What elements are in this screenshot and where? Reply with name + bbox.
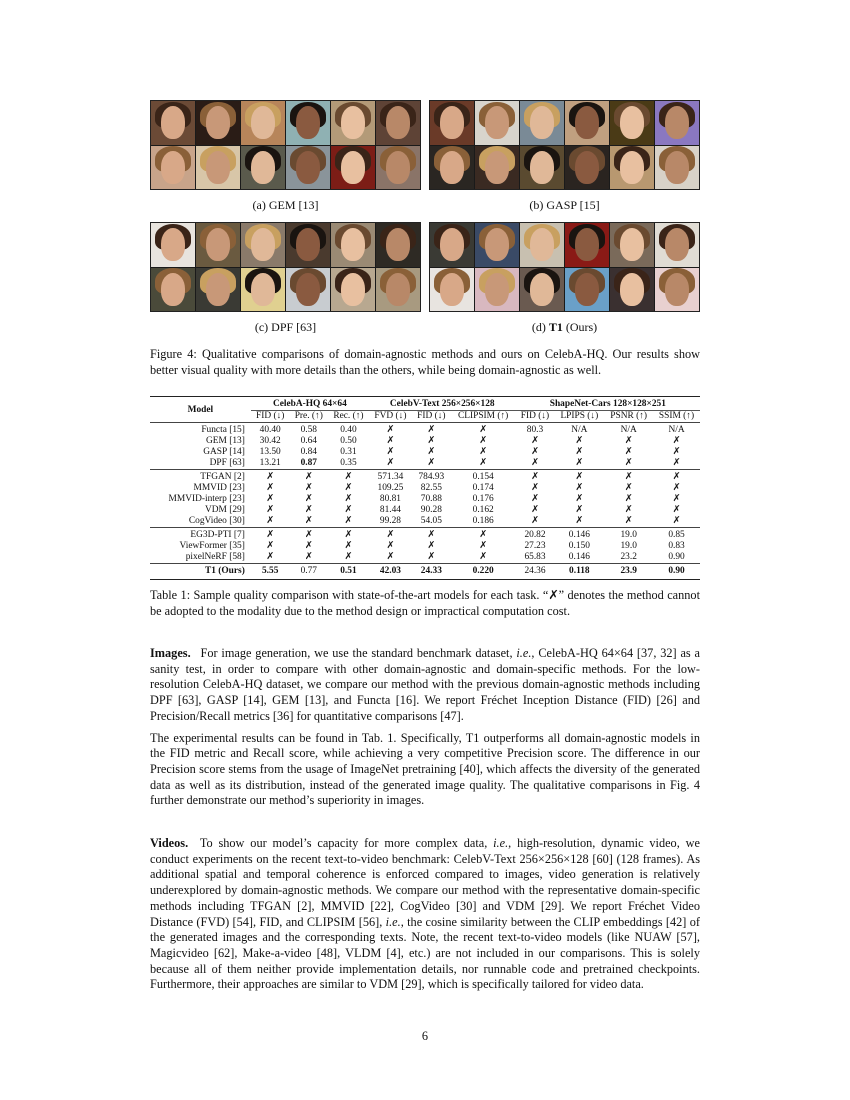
table-cell: N/A xyxy=(554,423,604,437)
table-row xyxy=(150,470,700,484)
face-shape xyxy=(665,151,690,184)
table-cell: 784.93 xyxy=(412,470,451,484)
table-cell: ✗ xyxy=(451,528,516,542)
face-thumbnail xyxy=(376,268,420,312)
table-cell: 90.28 xyxy=(420,505,442,515)
face-thumbnail xyxy=(196,146,240,190)
face-thumbnail xyxy=(241,223,285,267)
table-cell: 80.81 xyxy=(379,494,401,504)
table-cell: 0.186 xyxy=(472,516,494,526)
face-thumbnail xyxy=(151,146,195,190)
column-header: LPIPS (↓) xyxy=(560,411,599,421)
table-cell: 5.55 xyxy=(251,564,290,580)
table-cell: ✗ xyxy=(624,494,633,504)
face-thumbnail xyxy=(475,101,519,145)
table-cell: ✗ xyxy=(672,483,681,493)
face-thumbnail xyxy=(565,146,609,190)
table-cell: 0.90 xyxy=(668,552,685,562)
figure-panel-a xyxy=(150,100,421,222)
face-thumbnail xyxy=(520,146,564,190)
figure-row-top xyxy=(150,100,700,222)
table-row xyxy=(150,552,700,564)
group-header-shapenet: ShapeNet-Cars 128×128×251 xyxy=(516,397,700,411)
figure-panel-c xyxy=(150,222,421,344)
table-row xyxy=(150,483,700,494)
face-thumbnail xyxy=(286,223,330,267)
table-cell: 0.176 xyxy=(472,494,494,504)
table-cell: ✗ xyxy=(344,483,353,493)
face-shape xyxy=(665,273,690,306)
table-cell: 0.90 xyxy=(653,564,700,580)
face-shape xyxy=(296,151,321,184)
column-header: FVD (↓) xyxy=(374,411,407,421)
table-cell: 0.51 xyxy=(328,564,369,580)
table-cell: ✗ xyxy=(672,447,681,457)
model-name: DPF [63] xyxy=(209,458,245,468)
table-cell: ✗ xyxy=(304,516,313,526)
model-name: T1 (Ours) xyxy=(150,564,251,580)
face-shape xyxy=(161,273,186,306)
face-shape xyxy=(575,151,600,184)
table-cell: ✗ xyxy=(344,516,353,526)
face-thumbnail xyxy=(151,268,195,312)
model-name: GASP [14] xyxy=(203,447,245,457)
table-cell: ✗ xyxy=(304,483,313,493)
face-shape xyxy=(341,106,366,139)
figure-4 xyxy=(150,100,700,378)
images-paragraph-1: Images. For image generation, we use the standard benchmark dataset, i.e., CelebA-HQ 64×64 [37, 32] as a sanity test, in order to compare with other domain-agnostic and domain-specific methods. For the low-resolution CelebA-HQ dataset, we compare our method with the previous domain-agnostic methods including DPF [63], GASP [14], GEM [13], and Functa [16]. We report Fréchet Inception Distance (FID) [26] and Precision/Recall metrics [36] for quantitative comparisons [47]. xyxy=(150,646,700,723)
face-shape xyxy=(620,273,645,306)
table-cell: 81.44 xyxy=(379,505,401,515)
face-thumbnail xyxy=(610,268,654,312)
table-cell: ✗ xyxy=(624,516,633,526)
face-shape xyxy=(485,106,510,139)
table-cell: ✗ xyxy=(344,494,353,504)
face-shape xyxy=(161,106,186,139)
table-cell: ✗ xyxy=(304,541,313,551)
face-thumbnail xyxy=(430,223,474,267)
table-cell: 24.36 xyxy=(516,564,555,580)
face-shape xyxy=(665,228,690,261)
table-cell: 82.55 xyxy=(420,483,442,493)
table-cell: ✗ xyxy=(672,516,681,526)
table-cell: ✗ xyxy=(672,494,681,504)
table-cell: ✗ xyxy=(304,505,313,515)
face-thumbnail xyxy=(151,101,195,145)
model-name: EG3D-PTI [7] xyxy=(150,528,251,542)
table-cell: 19.0 xyxy=(620,541,637,551)
table-cell: 30.42 xyxy=(259,436,281,446)
videos-heading: Videos. xyxy=(150,836,189,851)
table-row xyxy=(150,564,700,580)
table-cell: 0.154 xyxy=(451,470,516,484)
table-cell: ✗ xyxy=(531,505,539,515)
column-header: FID (↓) xyxy=(417,411,446,421)
face-shape xyxy=(341,228,366,261)
figure-panel-d xyxy=(429,222,700,344)
table-cell: ✗ xyxy=(624,458,633,468)
table-cell: ✗ xyxy=(266,505,275,515)
face-thumbnail xyxy=(241,268,285,312)
table-cell: ✗ xyxy=(266,516,275,526)
face-shape xyxy=(386,228,411,261)
model-name: Functa [15] xyxy=(150,423,251,437)
table-cell: ✗ xyxy=(672,505,681,515)
model-name: VDM [29] xyxy=(204,505,245,515)
table-cell: ✗ xyxy=(344,541,353,551)
table-cell: ✗ xyxy=(575,483,584,493)
table-cell: ✗ xyxy=(344,552,353,562)
table-cell: ✗ xyxy=(328,470,369,484)
table-row xyxy=(150,494,700,505)
face-shape xyxy=(575,106,600,139)
table-cell: ✗ xyxy=(624,447,633,457)
face-thumbnail xyxy=(286,146,330,190)
table-cell: ✗ xyxy=(479,436,488,446)
table-cell: 23.9 xyxy=(604,564,653,580)
table-cell: ✗ xyxy=(575,494,584,504)
table-cell: 54.05 xyxy=(420,516,442,526)
table-cell: ✗ xyxy=(427,552,436,562)
table-cell: ✗ xyxy=(266,541,275,551)
table-cell: 42.03 xyxy=(369,564,412,580)
model-name: ViewFormer [35] xyxy=(179,541,245,551)
face-thumbnail xyxy=(565,223,609,267)
table-cell: ✗ xyxy=(412,528,451,542)
face-thumbnail xyxy=(331,268,375,312)
face-thumbnail xyxy=(196,101,240,145)
face-thumbnail xyxy=(430,146,474,190)
face-shape xyxy=(530,273,555,306)
table-cell: ✗ xyxy=(531,458,539,468)
face-thumbnail xyxy=(655,146,699,190)
face-shape xyxy=(665,106,690,139)
table-row xyxy=(150,516,700,528)
column-header: CLIPSIM (↑) xyxy=(458,411,509,421)
table-cell: ✗ xyxy=(575,516,584,526)
face-shape xyxy=(206,106,231,139)
face-shape xyxy=(386,106,411,139)
face-thumbnail xyxy=(520,101,564,145)
face-thumbnail xyxy=(286,101,330,145)
face-shape xyxy=(440,106,465,139)
table-cell: 40.40 xyxy=(251,423,290,437)
group-header-celebv: CelebV-Text 256×256×128 xyxy=(369,397,516,411)
table-cell: 24.33 xyxy=(412,564,451,580)
table-caption: Table 1: Sample quality comparison with state-of-the-art models for each task. “✗” denotes the method cannot be adopted to the modality due to the method design or impractical computation cost. xyxy=(150,588,700,618)
face-thumbnail xyxy=(655,223,699,267)
table-cell: ✗ xyxy=(479,552,488,562)
table-row xyxy=(150,541,700,552)
face-thumbnail xyxy=(286,268,330,312)
table-row xyxy=(150,423,700,437)
table-cell: 0.174 xyxy=(472,483,494,493)
face-shape xyxy=(341,151,366,184)
face-shape xyxy=(161,151,186,184)
table-cell: 571.34 xyxy=(369,470,412,484)
face-shape xyxy=(296,106,321,139)
table-cell: ✗ xyxy=(427,447,436,457)
figure-panel-b xyxy=(429,100,700,222)
face-thumbnail xyxy=(475,146,519,190)
table-cell: ✗ xyxy=(479,458,488,468)
face-thumbnail xyxy=(610,101,654,145)
face-shape xyxy=(440,151,465,184)
model-name: pixelNeRF [58] xyxy=(185,552,245,562)
table-cell: 0.50 xyxy=(340,436,357,446)
table-cell: ✗ xyxy=(531,483,539,493)
face-thumbnail xyxy=(565,101,609,145)
subcaption-c: (c) DPF [63] xyxy=(254,320,317,334)
table-cell: 0.162 xyxy=(472,505,494,515)
table-cell: 13.21 xyxy=(259,458,281,468)
face-shape xyxy=(161,228,186,261)
table-row xyxy=(150,528,700,542)
column-header: FID (↓) xyxy=(256,411,285,421)
face-shape xyxy=(440,228,465,261)
face-thumbnail xyxy=(475,223,519,267)
table-cell: ✗ xyxy=(531,447,539,457)
table-cell: ✗ xyxy=(575,447,584,457)
table-cell: 13.50 xyxy=(259,447,281,457)
face-thumbnail xyxy=(196,223,240,267)
face-shape xyxy=(386,273,411,306)
table-cell: ✗ xyxy=(653,470,700,484)
face-thumbnail xyxy=(565,268,609,312)
table-cell: ✗ xyxy=(344,505,353,515)
table-cell: ✗ xyxy=(412,423,451,437)
table-cell: ✗ xyxy=(304,552,313,562)
table-cell: ✗ xyxy=(290,470,328,484)
table-cell: ✗ xyxy=(251,470,290,484)
table-cell: ✗ xyxy=(479,447,488,457)
table-cell: 0.40 xyxy=(328,423,369,437)
table-cell: 80.3 xyxy=(516,423,555,437)
table-cell: 19.0 xyxy=(604,528,653,542)
table-cell: 0.31 xyxy=(340,447,357,457)
table-cell: 0.35 xyxy=(340,458,357,468)
figure-caption: Figure 4: Qualitative comparisons of domain-agnostic methods and ours on CelebA-HQ. Our results show better visual quality with more details than the others, while being domain-agnostic as well. xyxy=(150,347,700,377)
table-cell: ✗ xyxy=(386,541,395,551)
model-name: MMVID [23] xyxy=(193,483,245,493)
face-thumbnail xyxy=(331,223,375,267)
table-cell: 70.88 xyxy=(420,494,442,504)
table-cell: ✗ xyxy=(290,528,328,542)
subcaption-d: (d) T1 (Ours) xyxy=(531,320,598,334)
table-cell: ✗ xyxy=(554,470,604,484)
model-name: MMVID-interp [23] xyxy=(168,494,245,504)
face-thumbnail xyxy=(151,223,195,267)
face-grid-gem xyxy=(150,100,421,190)
model-name: TFGAN [2] xyxy=(150,470,251,484)
table-cell: ✗ xyxy=(516,470,555,484)
figure-row-bottom xyxy=(150,222,700,344)
table-cell: 0.77 xyxy=(290,564,328,580)
videos-paragraph: Videos. To show our model’s capacity for more complex data, i.e., high-resolution, dynamic video, we conduct experiments on the recent text-to-video benchmark: CelebV-Text 256×256×128 [60] (128 frames). As additional spatial and temporal coherence is enforced compared to images, video generation is relatively underexplored by domain-agnostic methods. We compare our method with the representative domain-specific methods including TFGAN [2], MMVID [22], CogVideo [30] and VDM [29]. We report Fréchet Video Distance (FVD) [54], FID, and CLIPSIM [56], i.e., the cosine similarity between the CLIP embeddings [42] of the generated images and the corresponding texts. Note, the recent text-to-video models (like NUAW [57], Magicvideo [62], Make-a-video [48], VLDM [4], etc.) are not included in our comparisons. This is solely because all of them neither provide implementation details, nor runnable code and pretrained checkpoints. Furthermore, their approaches are similar to VDM [29], which is specifically tailored for video data. xyxy=(150,836,700,992)
column-header: SSIM (↑) xyxy=(658,411,695,421)
table-cell: 0.146 xyxy=(554,528,604,542)
face-shape xyxy=(386,151,411,184)
table-cell: 0.87 xyxy=(300,458,317,468)
paper-page xyxy=(150,100,700,993)
face-shape xyxy=(251,273,276,306)
face-thumbnail xyxy=(430,268,474,312)
face-shape xyxy=(530,151,555,184)
face-thumbnail xyxy=(655,101,699,145)
table-cell: 0.58 xyxy=(290,423,328,437)
face-thumbnail xyxy=(376,223,420,267)
table-cell: ✗ xyxy=(624,483,633,493)
face-shape xyxy=(251,228,276,261)
table-cell: ✗ xyxy=(624,505,633,515)
face-grid-t1 xyxy=(429,222,700,312)
face-shape xyxy=(485,151,510,184)
table-cell: 20.82 xyxy=(516,528,555,542)
table-cell: ✗ xyxy=(604,470,653,484)
table-cell: ✗ xyxy=(531,436,539,446)
face-grid-dpf xyxy=(150,222,421,312)
face-thumbnail xyxy=(610,146,654,190)
table-cell: ✗ xyxy=(369,423,412,437)
face-thumbnail xyxy=(241,101,285,145)
table-cell: ✗ xyxy=(479,541,488,551)
images-heading: Images. xyxy=(150,646,191,660)
table-cell: ✗ xyxy=(531,494,539,504)
table-cell: 109.25 xyxy=(377,483,404,493)
results-table xyxy=(150,396,700,580)
face-shape xyxy=(485,273,510,306)
table-cell: ✗ xyxy=(266,494,275,504)
table-cell: ✗ xyxy=(427,436,436,446)
table-cell: 0.220 xyxy=(451,564,516,580)
table-cell: 23.2 xyxy=(620,552,637,562)
table-cell: ✗ xyxy=(427,541,436,551)
face-shape xyxy=(530,228,555,261)
images-paragraph-2: The experimental results can be found in Tab. 1. Specifically, T1 outperforms all domain-agnostic models in the FID metric and Recall score, while achieving a very competitive Precision score. The difference in our Precision score stems from the usage of ImageNet pretraining [40], which affects the diversity of the generated data as well as its distribution, instead of the generated image quality. The qualitative comparisons in Fig. 4 further demonstrate our method’s superiority in images. xyxy=(150,730,700,808)
face-thumbnail xyxy=(376,101,420,145)
face-shape xyxy=(620,151,645,184)
face-shape xyxy=(251,106,276,139)
table-cell: 0.150 xyxy=(568,541,590,551)
table-cell: 0.84 xyxy=(300,447,317,457)
table-cell: N/A xyxy=(653,423,700,437)
table-cell: ✗ xyxy=(266,552,275,562)
subcaption-a: (a) GEM [13] xyxy=(252,198,319,212)
table-row xyxy=(150,458,700,470)
face-shape xyxy=(206,151,231,184)
face-shape xyxy=(341,273,366,306)
face-grid-gasp xyxy=(429,100,700,190)
table-cell: ✗ xyxy=(386,458,395,468)
face-thumbnail xyxy=(520,223,564,267)
table-cell: 0.85 xyxy=(653,528,700,542)
table-cell: ✗ xyxy=(575,505,584,515)
table-cell: 0.146 xyxy=(568,552,590,562)
column-header: Rec. (↑) xyxy=(333,411,364,421)
face-shape xyxy=(530,106,555,139)
page-number: 6 xyxy=(421,1029,429,1043)
face-thumbnail xyxy=(331,146,375,190)
column-header: PSNR (↑) xyxy=(610,411,648,421)
table-cell: 99.28 xyxy=(379,516,401,526)
face-shape xyxy=(206,273,231,306)
table-cell: 27.23 xyxy=(524,541,546,551)
face-thumbnail xyxy=(475,268,519,312)
table-row xyxy=(150,436,700,447)
face-shape xyxy=(440,273,465,306)
table-cell: ✗ xyxy=(451,423,516,437)
table-cell: 65.83 xyxy=(524,552,546,562)
face-shape xyxy=(620,228,645,261)
table-cell: ✗ xyxy=(531,516,539,526)
face-thumbnail xyxy=(331,101,375,145)
table-cell: ✗ xyxy=(304,494,313,504)
table-row xyxy=(150,505,700,516)
table-cell: N/A xyxy=(604,423,653,437)
face-shape xyxy=(206,228,231,261)
face-thumbnail xyxy=(520,268,564,312)
table-cell: ✗ xyxy=(575,436,584,446)
face-shape xyxy=(575,273,600,306)
column-header: FID (↓) xyxy=(520,411,550,421)
table-cell: ✗ xyxy=(386,436,395,446)
table-cell: ✗ xyxy=(386,552,395,562)
table-cell: ✗ xyxy=(672,458,681,468)
table-cell: 0.64 xyxy=(300,436,317,446)
group-header-celeba: CelebA-HQ 64×64 xyxy=(251,397,369,411)
table-cell: ✗ xyxy=(251,528,290,542)
table-cell: 0.83 xyxy=(668,541,685,551)
subcaption-b: (b) GASP [15] xyxy=(529,198,600,212)
face-thumbnail xyxy=(655,268,699,312)
column-header: Pre. (↑) xyxy=(294,411,323,421)
face-thumbnail xyxy=(196,268,240,312)
model-header: Model xyxy=(150,397,251,423)
table-row xyxy=(150,447,700,458)
face-thumbnail xyxy=(241,146,285,190)
face-shape xyxy=(620,106,645,139)
model-name: CogVideo [30] xyxy=(188,516,245,526)
face-shape xyxy=(296,228,321,261)
table-cell: ✗ xyxy=(369,528,412,542)
face-thumbnail xyxy=(610,223,654,267)
model-name: GEM [13] xyxy=(206,436,245,446)
face-shape xyxy=(296,273,321,306)
table-cell: 0.118 xyxy=(554,564,604,580)
face-thumbnail xyxy=(376,146,420,190)
face-thumbnail xyxy=(430,101,474,145)
table-cell: ✗ xyxy=(575,458,584,468)
table-cell: ✗ xyxy=(328,528,369,542)
table-cell: ✗ xyxy=(624,436,633,446)
face-shape xyxy=(251,151,276,184)
table-cell: ✗ xyxy=(386,447,395,457)
table-cell: ✗ xyxy=(672,436,681,446)
table-cell: ✗ xyxy=(427,458,436,468)
face-shape xyxy=(575,228,600,261)
face-shape xyxy=(485,228,510,261)
table-cell: ✗ xyxy=(266,483,275,493)
